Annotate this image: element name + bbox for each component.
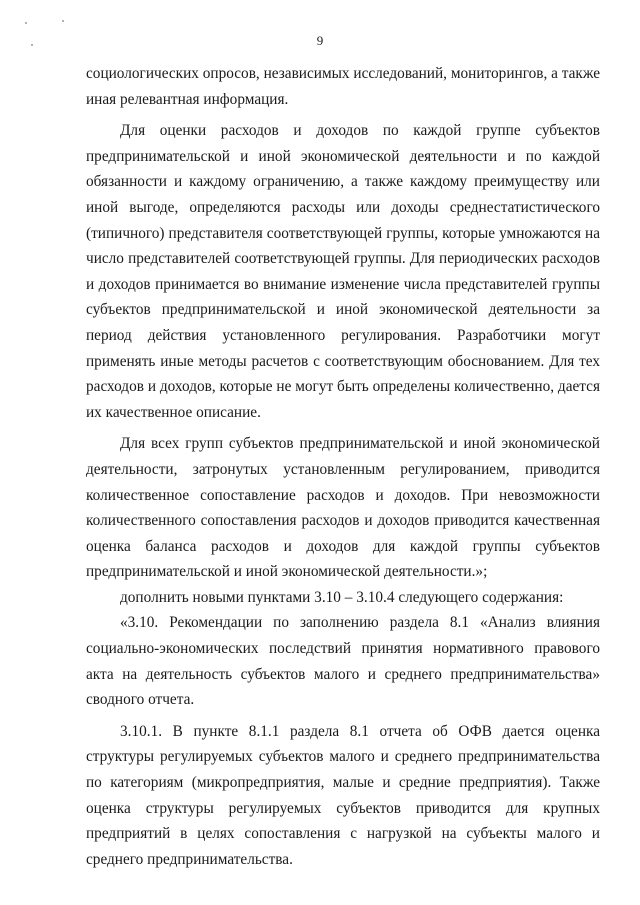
paragraph-expense-assessment: Для оценки расходов и доходов по каждой группе субъектов предпринимательской и иной экономической деятельности и по каждой обязанности и каждому ограничению, а также каждому преимуществу или иной выгоде, определяются расходы или доходы среднестатистического (типичного) представителя соответствующей группы, которые умножаются на число представителей соответствующей группы. Для периодических расходов и доходов принимается во внимание изменение числа представителей группы субъектов предпринимательской и иной экономической деятельности за период действия установленного регулирования. Разработчики могут применять иные методы расчетов с соответствующим обоснованием. Для тех расходов и доходов, которые не могут быть определены количественно, дается их качественное описание. [86,122,600,421]
paragraph-section-3-10-1: 3.10.1. В пункте 8.1.1 раздела 8.1 отчета об ОФВ дается оценка структуры регулируемых субъектов малого и среднего предпринимательства по категориям (микропредприятия, малые и средние предприятия). Также оценка структуры регулируемых субъектов приводится для крупных предприятий в целях сопоставления с нагрузкой на субъекты малого и среднего предпринимательства. [86,722,600,868]
scan-speck [62,20,64,22]
document-body [86,61,600,872]
page-number: 9 [316,33,324,48]
paragraph-amendment-intro: дополнить новыми пунктами 3.10 – 3.10.4 следующего содержания: [120,588,564,606]
paragraph-continuation: социологических опросов, независимых исследований, мониторингов, а также иная релевантная информация. [86,65,600,108]
paragraph-section-3-10: «3.10. Рекомендации по заполнению раздела 8.1 «Анализ влияния социально-экономических последствий принятия нормативного правового акта на деятельность субъектов малого и среднего предпринимательства» сводного отчета. [86,614,600,709]
scan-speck [25,22,27,24]
paragraph-comparison: Для всех групп субъектов предпринимательской и иной экономической деятельности, затронутых установленным регулированием, приводится количественное сопоставление расходов и доходов. При невозможности количественного сопоставления расходов и доходов приводится качественная оценка баланса расходов и доходов для каждой группы субъектов предпринимательской и иной экономической деятельности.»; [86,435,600,581]
